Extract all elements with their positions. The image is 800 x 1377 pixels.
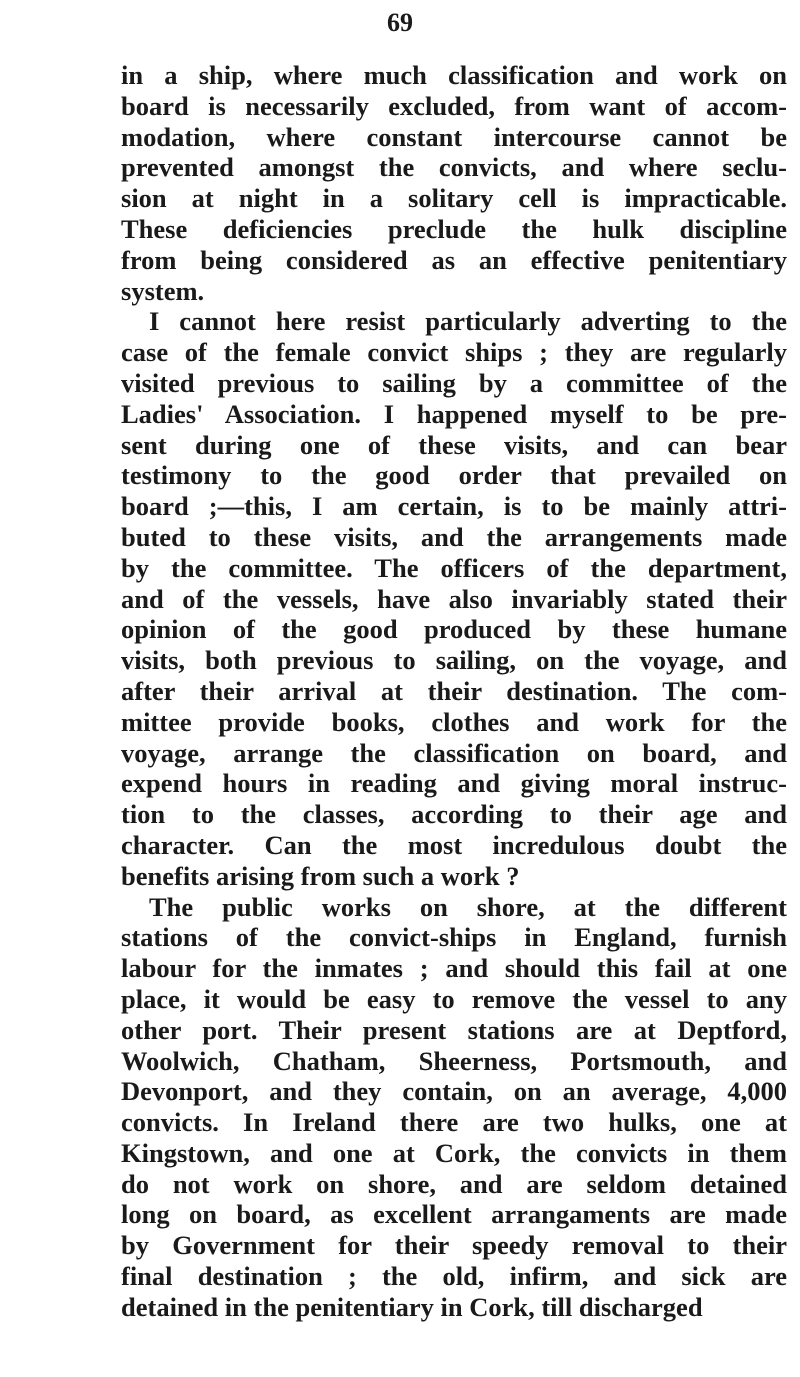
text-line: expend hours in reading and giving moral instruc- <box>121 768 787 799</box>
text-line: labour for the inmates ; and should this fail at one <box>121 953 787 984</box>
text-line: I cannot here resist particularly adverting to the <box>149 306 787 337</box>
body-text <box>121 60 787 1323</box>
text-line: character. Can the most incredulous doubt the <box>121 829 787 860</box>
text-line: system. <box>121 275 205 306</box>
text-line: visits, both previous to sailing, on the voyage, and <box>121 645 787 676</box>
text-line: modation, where constant intercourse cannot be <box>121 121 787 152</box>
text-line: case of the female convict ships ; they are regularly <box>121 337 787 368</box>
text-line: mittee provide books, clothes and work for the <box>121 706 787 737</box>
text-line: stations of the convict-ships in England, furnish <box>121 922 787 953</box>
text-line: Woolwich, Chatham, Sheerness, Portsmouth, and <box>121 1045 787 1076</box>
text-line: The public works on shore, at the different <box>149 891 787 922</box>
text-line: visited previous to sailing by a committee of the <box>121 367 787 398</box>
text-line: in a ship, where much classification and work on <box>121 60 787 90</box>
text-line: voyage, arrange the classification on board, and <box>121 737 787 768</box>
text-line: long on board, as excellent arrangaments are made <box>121 1199 787 1230</box>
text-line: after their arrival at their destination. The com- <box>121 675 787 706</box>
text-line: final destination ; the old, infirm, and sick are <box>121 1261 787 1292</box>
text-line: Kingstown, and one at Cork, the convicts in them <box>121 1137 787 1168</box>
text-line: opinion of the good produced by these humane <box>121 614 787 645</box>
text-line: and of the vessels, have also invariably stated their <box>121 583 787 614</box>
text-line: convicts. In Ireland there are two hulks, one at <box>121 1107 787 1138</box>
text-line: detained in the penitentiary in Cork, till discharged <box>121 1291 703 1322</box>
text-line: benefits arising from such a work ? <box>121 860 520 891</box>
text-line: by Government for their speedy removal to their <box>121 1230 787 1261</box>
text-line: place, it would be easy to remove the vessel to any <box>121 983 787 1014</box>
text-line: from being considered as an effective penitentiary <box>121 244 787 275</box>
text-line: buted to these visits, and the arrangements made <box>121 521 787 552</box>
text-line: do not work on shore, and are seldom detained <box>121 1168 787 1199</box>
text-line: other port. Their present stations are at Deptford, <box>121 1014 787 1045</box>
text-line: These deficiencies preclude the hulk discipline <box>121 213 787 244</box>
text-line: sent during one of these visits, and can bear <box>121 429 787 460</box>
text-line: board is necessarily excluded, from want of accom- <box>121 90 787 121</box>
text-line: board ;—this, I am certain, is to be mainly attri- <box>121 491 787 522</box>
text-line: Devonport, and they contain, on an average, 4,000 <box>121 1076 787 1107</box>
text-line: tion to the classes, according to their age and <box>121 799 787 830</box>
text-line: sion at night in a solitary cell is impracticable. <box>121 183 787 214</box>
text-line: testimony to the good order that prevailed on <box>121 460 787 491</box>
text-line: prevented amongst the convicts, and where seclu- <box>121 152 787 183</box>
text-line: by the committee. The officers of the department, <box>121 552 787 583</box>
text-line: Ladies' Association. I happened myself to be pre- <box>121 398 787 429</box>
page-number: 69 <box>387 8 413 37</box>
